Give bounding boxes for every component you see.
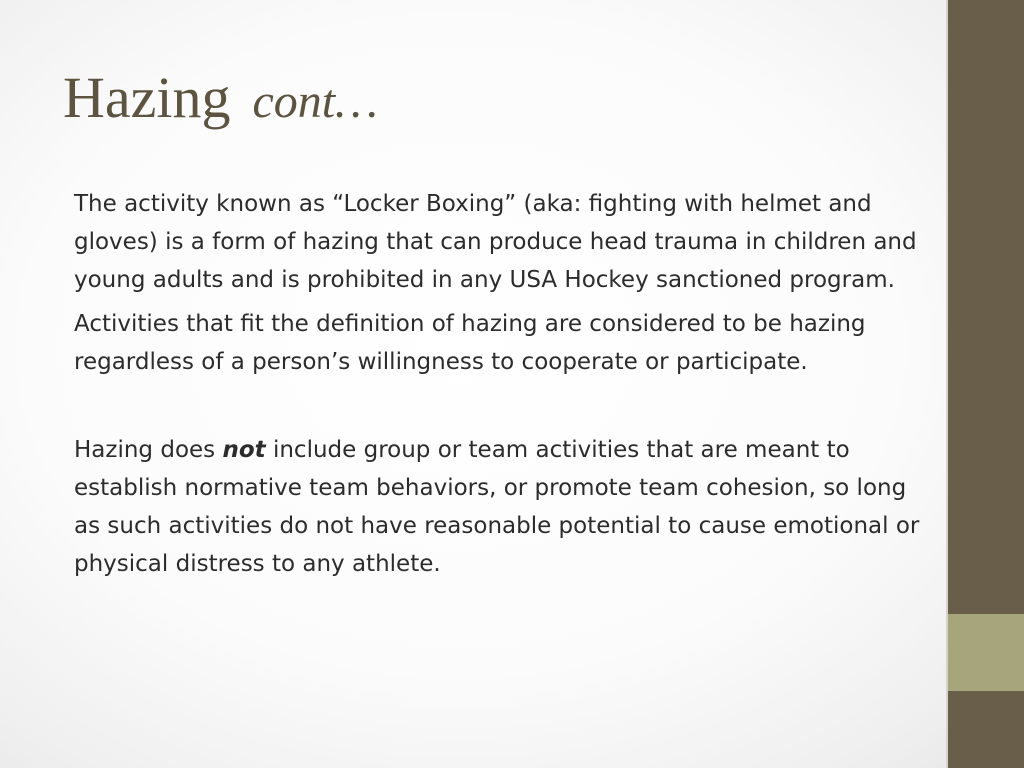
paragraph-hazing-exclusion (74, 431, 924, 583)
title-main: Hazing (63, 65, 231, 130)
slide-title (63, 62, 378, 138)
paragraph-hazing-definition: Activities that fit the definition of hazing are considered to be hazing regardless of a person’s willingness to cooperate or participate. (74, 311, 866, 375)
paragraph-locker-boxing: The activity known as “Locker Boxing” (aka: fighting with helmet and gloves) is a form of hazing that can produce head trauma in children and young adults and is prohibited in any USA Hockey sanctioned program. (74, 191, 917, 293)
paragraph-exclusion-rest: include group or team activities that are meant to establish normative team behaviors, or promote team cohesion, so long as such activities do not have reasonable potential to cause emotional or physical distress to any athlete. (74, 437, 920, 577)
paragraph-exclusion-lead: Hazing does (74, 437, 223, 463)
slide-body (74, 185, 924, 583)
emphasis-not: not (222, 437, 266, 463)
decorative-sidebar-accent (948, 614, 1024, 691)
title-suffix: cont… (252, 75, 378, 128)
